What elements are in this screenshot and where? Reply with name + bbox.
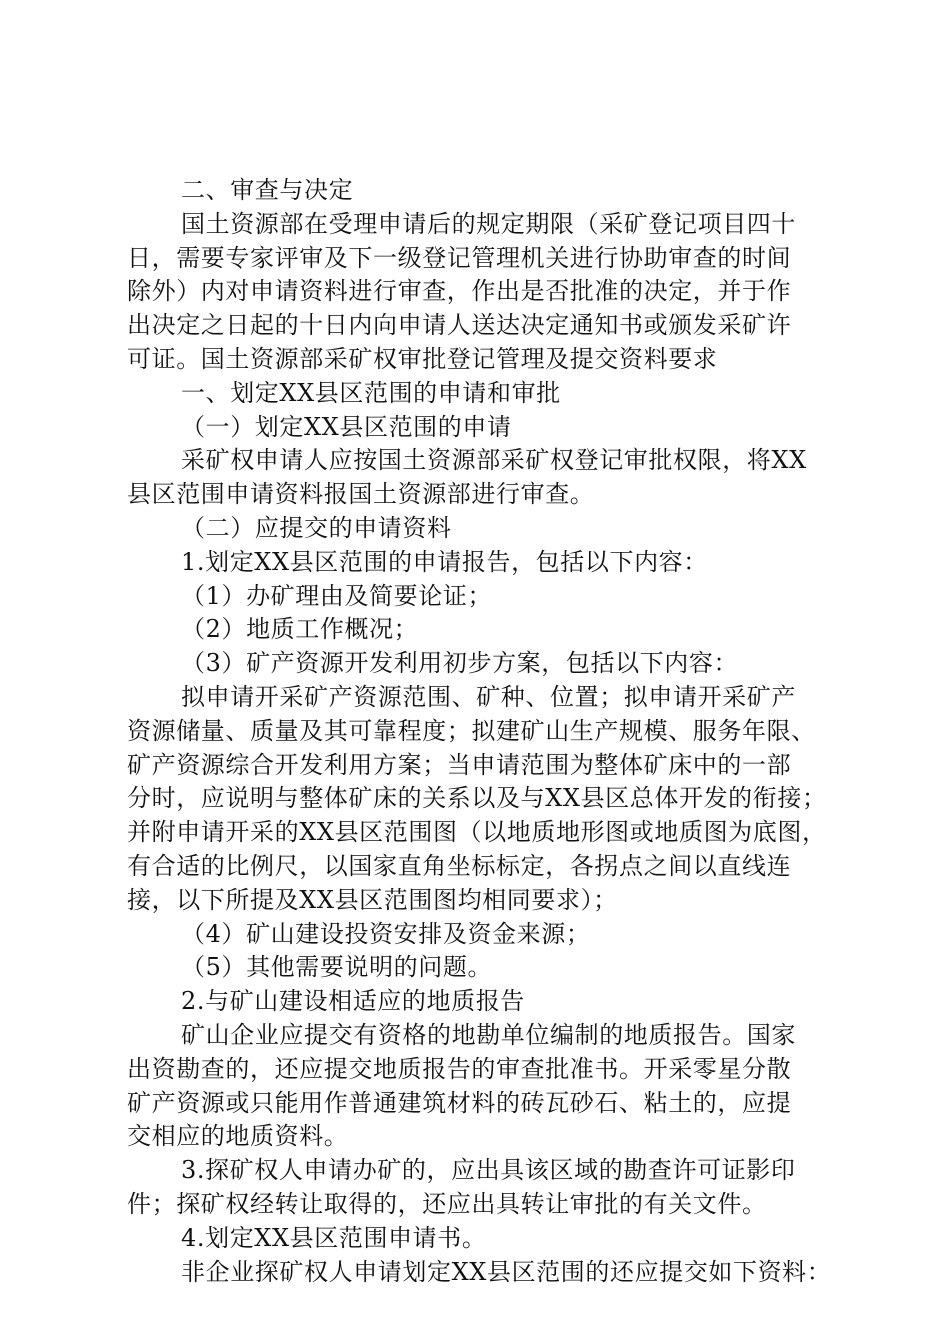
paragraph-line: 件；探矿权经转让取得的，还应出具转让审批的有关文件。 [127,1189,767,1218]
paragraph-line: 出决定之日起的十日内向申请人送达决定通知书或颁发采矿许 [127,311,792,340]
paragraph-line: 矿产资源或只能用作普通建筑材料的砖瓦砂石、粘土的，应提 [127,1088,792,1117]
paragraph-line: 接，以下所提及XX县区范围图均相同要求）； [127,885,618,914]
paragraph-line: 出资勘查的，还应提交地质报告的审查批准书。开采零星分散 [127,1054,792,1083]
paragraph-line: 非企业探矿权人申请划定XX县区范围的还应提交如下资料： [181,1257,832,1286]
paragraph-line: 除外）内对申请资料进行审查，作出是否批准的决定，并于作 [127,277,792,306]
list-item: 2.与矿山建设相适应的地质报告 [181,987,525,1016]
list-item: （1）办矿理由及简要论证； [181,581,493,610]
paragraph-line: 拟申请开采矿产资源范围、矿种、位置；拟申请开采矿产 [181,682,796,711]
paragraph-line: 县区范围申请资料报国土资源部进行审查。 [127,480,595,509]
subsection-heading: （二）应提交的申请资料 [181,513,452,542]
section-heading: 一、划定XX县区范围的申请和审批 [181,378,561,407]
paragraph-line: 国土资源部在受理申请后的规定期限（采矿登记项目四十 [181,209,796,238]
paragraph-line: 矿产资源综合开发利用方案；当申请范围为整体矿床中的一部 [127,750,792,779]
list-item: 3.探矿权人申请办矿的，应出具该区域的勘查许可证影印 [181,1156,796,1185]
paragraph-line: 日，需要专家评审及下一级登记管理机关进行协助审查的时间 [127,243,792,272]
list-item: 4.划定XX县区范围申请书。 [181,1223,487,1252]
paragraph-line: 资源储量、质量及其可靠程度；拟建矿山生产规模、服务年限、 [127,716,816,745]
list-item: （5）其他需要说明的问题。 [181,953,493,982]
paragraph-line: 可证。国土资源部采矿权审批登记管理及提交资料要求 [127,344,718,373]
section-heading: 二、审查与决定 [181,176,354,204]
list-item: （4）矿山建设投资安排及资金来源； [181,919,591,948]
list-item: 1.划定XX县区范围的申请报告，包括以下内容： [181,547,708,576]
subsection-heading: （一）划定XX县区范围的申请 [181,412,512,441]
paragraph-line: 采矿权申请人应按国土资源部采矿权登记审批权限，将XX [181,446,807,475]
paragraph-line: 矿山企业应提交有资格的地勘单位编制的地质报告。国家 [181,1020,796,1049]
document-body [127,174,832,1289]
paragraph-line: 交相应的地质资料。 [127,1122,349,1151]
list-item: （2）地质工作概况； [181,615,419,644]
paragraph-line: 并附申请开采的XX县区范围图（以地质地形图或地质图为底图， [127,818,827,847]
paragraph-line: 分时，应说明与整体矿床的关系以及与XX县区总体开发的衔接； [127,784,827,813]
list-item: （3）矿产资源开发利用初步方案，包括以下内容： [181,649,739,678]
paragraph-line: 有合适的比例尺，以国家直角坐标标定，各拐点之间以直线连 [127,851,792,880]
